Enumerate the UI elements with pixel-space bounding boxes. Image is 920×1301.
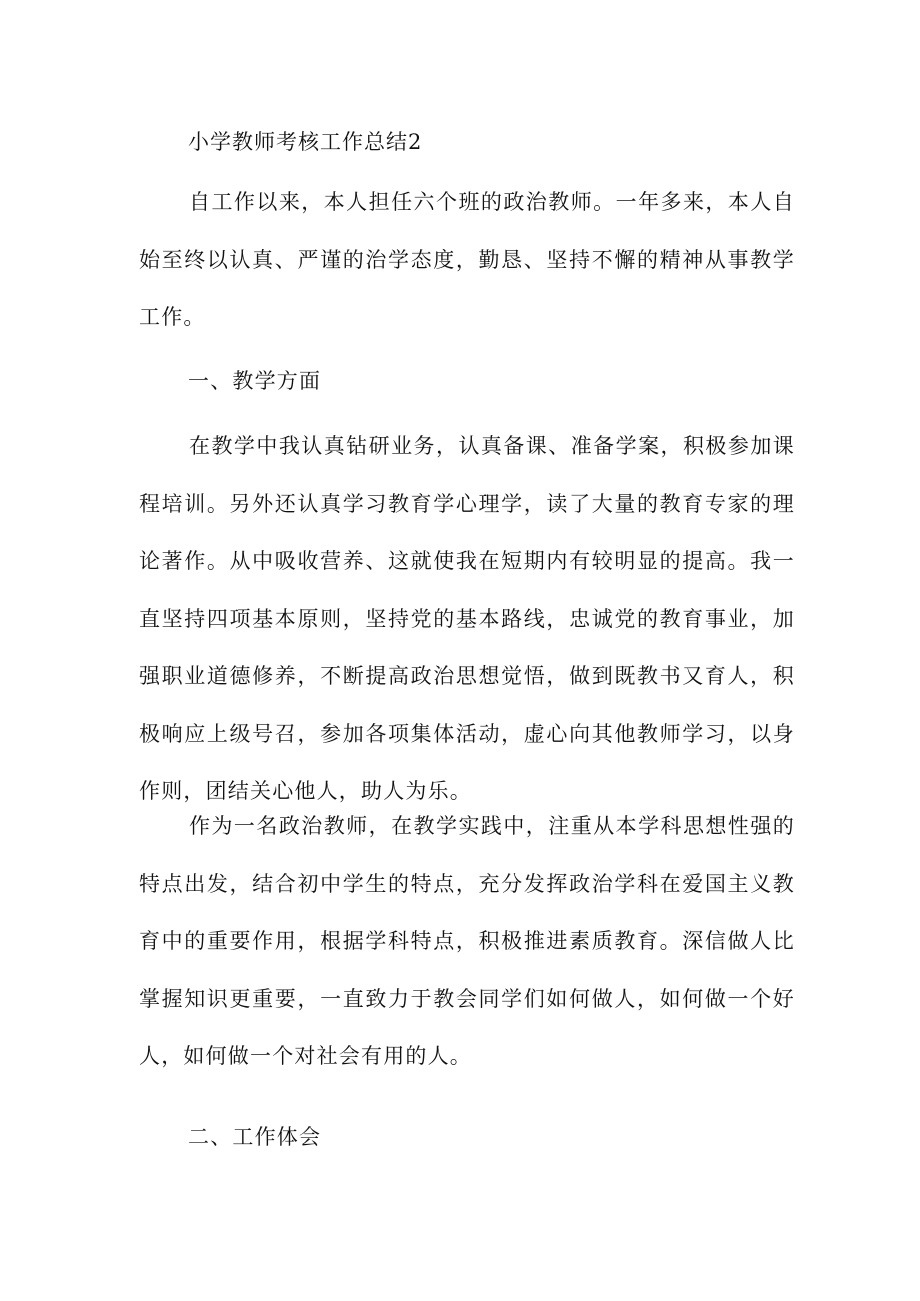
paragraph-teaching-study: 在教学中我认真钻研业务，认真备课、准备学案，积极参加课程培训。另外还认真学习教育学心理学，读了大量的教育专家的理论著作。从中吸收营养、这就使我在短期内有较明显的提高。我一直坚持四项基本原则，坚持党的基本路线，忠诚党的教育事业，加强职业道德修养，不断提高政治思想觉悟，做到既教书又育人，积极响应上级号召，参加各项集体活动，虚心向其他教师学习，以身作则，团结关心他人，助人为乐。	[139, 434, 795, 803]
section-heading-teaching: 一、教学方面	[188, 369, 322, 393]
paragraph-teaching-practice: 作为一名政治教师，在教学实践中，注重从本学科思想性强的特点出发，结合初中学生的特点，充分发挥政治学科在爱国主义教育中的重要作用，根据学科特点，积极推进素质教育。深信做人比掌握知识更重要，一直致力于教会同学们如何做人，如何做一个好人，如何做一个对社会有用的人。	[139, 814, 795, 1068]
document-title: 小学教师考核工作总结2	[188, 130, 423, 154]
section-heading-experience: 二、工作体会	[188, 1125, 322, 1149]
paragraph-intro: 自工作以来，本人担任六个班的政治教师。一年多来，本人自始至终以认真、严谨的治学态度，勤恳、坚持不懈的精神从事教学工作。	[139, 190, 795, 329]
